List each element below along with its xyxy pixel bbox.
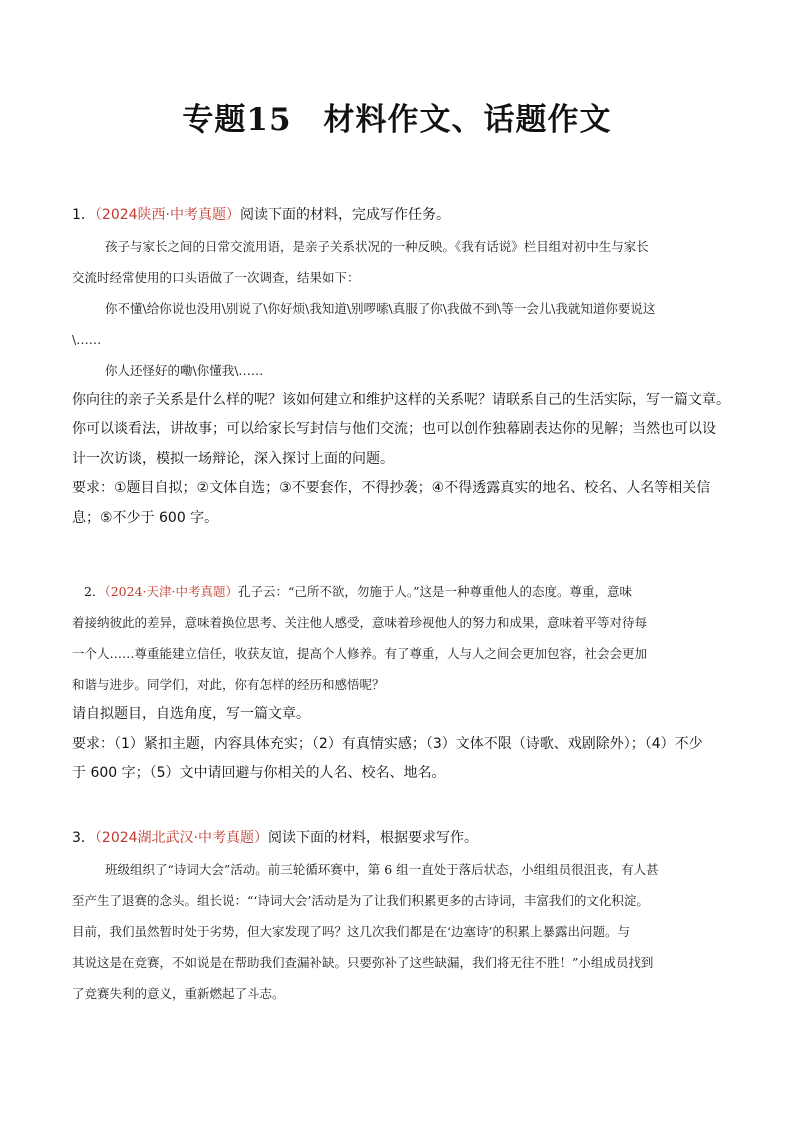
- question-3-material-line: 班级组织了“诗词大会”活动。前三轮循环赛中，第 6 组一直处于落后状态，小组组员很沮丧，有人甚: [105, 861, 659, 877]
- question-1-heading: 1．（2024陕西·中考真题）阅读下面的材料，完成写作任务。: [72, 207, 451, 223]
- question-3-heading: 3．（2024湖北武汉·中考真题）阅读下面的材料，根据要求写作。: [72, 830, 479, 846]
- question-2-number: 2．: [84, 584, 105, 599]
- question-3-material-line: 目前，我们虽然暂时处于劣势，但大家发现了吗？这几次我们都是在‘边塞诗’的积累上暴露出问题。与: [72, 923, 630, 939]
- question-3-prompt: 阅读下面的材料，根据要求写作。: [268, 830, 479, 846]
- question-1-material-line: 你不懂\给你说也没用\别说了\你好烦\我知道\别啰嗦\真服了你\我做不到\等一会儿\我就知道你要说这: [105, 300, 656, 316]
- question-1-material-line: 交流时经常使用的口头语做了一次调查，结果如下：: [72, 269, 360, 285]
- question-2: [72, 576, 724, 789]
- question-1: [72, 201, 730, 533]
- question-3-material-line: 至产生了退赛的念头。组长说：“‘诗词大会’活动是为了让我们积累更多的古诗词，丰富我们的文化积淀。: [72, 892, 649, 908]
- page-title: 专题15 材料作文、话题作文: [182, 102, 612, 138]
- question-2-material-line: 着接纳彼此的差异，意味着换位思考、关注他人感受，意味着珍视他人的努力和成果，意味着平等对待每: [72, 615, 648, 630]
- question-2-requirements: 要求：（1）紧扣主题，内容具体充实；（2）有真情实感；（3）文体不限（诗歌、戏剧除外）；（4）不少: [72, 735, 703, 752]
- question-2-material-line: 2．（2024·天津·中考真题）孔子云：“己所不欲，勿施于人。”这是一种尊重他人的态度。尊重，意味: [84, 584, 633, 599]
- question-1-number: 1．: [72, 207, 95, 223]
- question-2-source: 2024·天津·中考真题: [110, 584, 226, 599]
- question-1-requirements: 息；⑤不少于 600 字。: [72, 509, 219, 526]
- question-1-requirements: 要求：①题目自拟；②文体自选；③不要套作，不得抄袭；④不得透露真实的地名、校名、人名等相关信: [72, 480, 711, 496]
- question-1-task-line: 你可以谈看法，讲故事；可以给家长写封信与他们交流；也可以创作独幕剧表达你的见解；当然也可以设: [72, 421, 716, 437]
- question-1-source: 2024陕西·中考真题: [101, 207, 227, 223]
- question-3: [72, 824, 724, 1009]
- question-1-material-line: 你人还怪好的嘞\你懂我\……: [105, 362, 264, 378]
- question-2-requirements: 于 600 字；（5）文中请回避与你相关的人名、校名、地名。: [72, 765, 446, 781]
- question-1-task-line: 计一次访谈，模拟一场辩论，深入探讨上面的问题。: [72, 450, 394, 467]
- question-2-task-line: 请自拟题目，自选角度，写一篇文章。: [72, 706, 310, 722]
- question-1-prompt: 阅读下面的材料，完成写作任务。: [240, 207, 451, 223]
- question-3-number: 3．: [72, 830, 95, 846]
- question-1-task-line: 你向往的亲子关系是什么样的呢？该如何建立和维护这样的关系呢？请联系自己的生活实际，写一篇文章。: [72, 391, 730, 408]
- question-1-material-line: \……: [72, 331, 102, 347]
- question-2-material-line: 一个人……尊重能建立信任，收获友谊，提高个人修养。有了尊重，人与人之间会更加包容，社会会更加: [72, 646, 648, 661]
- question-3-material-line: 了竞赛失利的意义，重新燃起了斗志。: [72, 985, 285, 1001]
- question-3-material-line: 其说这是在竞赛，不如说是在帮助我们查漏补缺。只要弥补了这些缺漏，我们将无往不胜！”小组成员找到: [72, 954, 654, 970]
- question-2-material-line: 和谐与进步。同学们，对此，你有怎样的经历和感悟呢？: [72, 677, 385, 692]
- question-3-source: 2024湖北武汉·中考真题: [101, 830, 255, 846]
- question-1-material-line: 孩子与家长之间的日常交流用语，是亲子关系状况的一种反映。《我有话说》栏目组对初中生与家长: [105, 238, 649, 254]
